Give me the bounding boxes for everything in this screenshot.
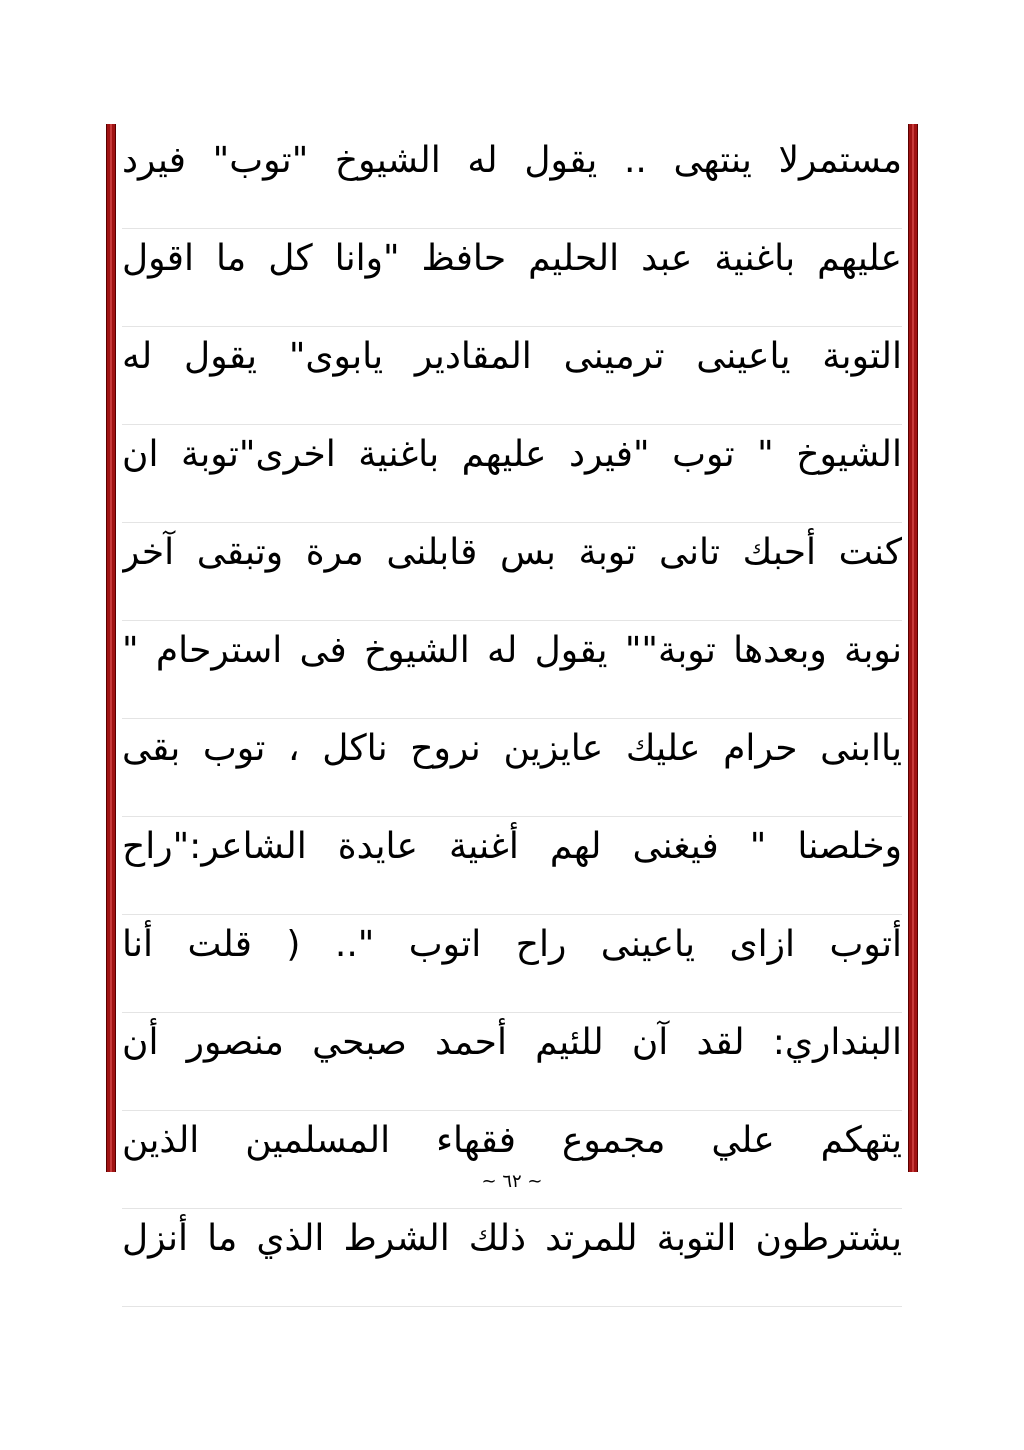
text-line: عليهم باغنية عبد الحليم حافظ "وانا كل ما اقول [122, 229, 902, 327]
text-line: مستمرلا ينتهى .. يقول له الشيوخ "توب" فيرد [122, 131, 902, 229]
page-body-text [122, 131, 902, 1307]
page-number: ~ ٦٢ ~ [481, 1171, 543, 1192]
text-line: البنداري: لقد آن للئيم أحمد صبحي منصور أن [122, 1013, 902, 1111]
text-line: يتهكم علي مجموع فقهاء المسلمين الذين [122, 1111, 902, 1209]
right-decorative-border [908, 124, 918, 1172]
text-line: يشترطون التوبة للمرتد ذلك الشرط الذي ما أنزل [122, 1209, 902, 1307]
text-line: ياابنى حرام عليك عايزين نروح ناكل ، توب بقى [122, 719, 902, 817]
left-decorative-border [106, 124, 116, 1172]
text-line: الشيوخ " توب "فيرد عليهم باغنية اخرى"توبة ان [122, 425, 902, 523]
text-line: التوبة ياعينى ترمينى المقادير يابوى" يقول له [122, 327, 902, 425]
text-line: أتوب ازاى ياعينى راح اتوب ".. ( قلت أنا [122, 915, 902, 1013]
text-line: وخلصنا " فيغنى لهم أغنية عايدة الشاعر:"راح [122, 817, 902, 915]
text-line: كنت أحبك تانى توبة بس قابلنى مرة وتبقى آخر [122, 523, 902, 621]
text-line: نوبة وبعدها توبة"" يقول له الشيوخ فى استرحام " [122, 621, 902, 719]
